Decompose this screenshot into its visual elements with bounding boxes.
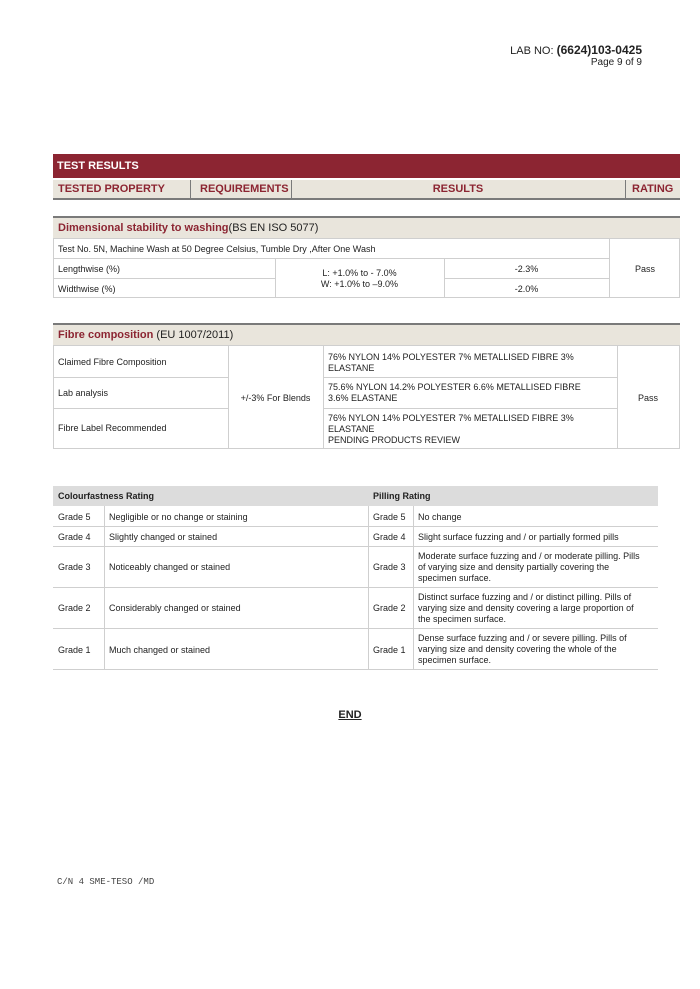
pilling-description xyxy=(418,551,640,584)
colourfastness-rating-title: Colourfastness Rating xyxy=(58,491,155,501)
colour-grade: Grade 3 xyxy=(58,562,91,572)
widthwise-result: -2.0% xyxy=(514,284,539,294)
dimensional-stability-header xyxy=(53,216,680,238)
dimensional-stability-title: Dimensional stability to washing xyxy=(58,222,229,234)
pilling-description-line: specimen surface. xyxy=(418,655,492,665)
pilling-description-line: Moderate surface fuzzing and / or moderate pilling. Pills xyxy=(418,551,640,561)
colour-description: Noticeably changed or stained xyxy=(109,562,231,572)
recommended-result-line: PENDING PRODUCTS REVIEW xyxy=(328,435,461,445)
pilling-description xyxy=(418,633,627,666)
dimensional-requirement xyxy=(275,268,444,290)
column-divider xyxy=(190,180,191,198)
dimensional-test-note: Test No. 5N, Machine Wash at 50 Degree Celsius, Tumble Dry ,After One Wash xyxy=(58,244,376,254)
pilling-grade: Grade 3 xyxy=(373,562,406,572)
fibre-composition-title: Fibre composition xyxy=(58,329,154,341)
dimensional-stability-standard: (BS EN ISO 5077) xyxy=(228,222,319,234)
lengthwise-label: Lengthwise (%) xyxy=(58,264,121,274)
pilling-description-line: the specimen surface. xyxy=(418,614,507,624)
column-results: RESULTS xyxy=(432,183,484,195)
pilling-description: No change xyxy=(418,512,462,522)
pilling-grade: Grade 2 xyxy=(373,603,406,613)
recommended-result-line: 76% NYLON 14% POLYESTER 7% METALLISED FIBRE 3% xyxy=(328,413,574,423)
pilling-description xyxy=(418,592,634,625)
widthwise-label: Widthwise (%) xyxy=(58,284,116,294)
column-rating: RATING xyxy=(632,183,674,195)
fibre-rating: Pass xyxy=(637,393,658,403)
claimed-fibre-result-line: 76% NYLON 14% POLYESTER 7% METALLISED FIBRE 3% xyxy=(328,352,574,362)
pilling-grade: Grade 1 xyxy=(373,645,406,655)
fibre-composition-table xyxy=(53,345,680,449)
fibre-requirement: +/-3% For Blends xyxy=(240,393,311,403)
requirement-widthwise: W: +1.0% to –9.0% xyxy=(320,279,399,289)
page-number: Page 9 of 9 xyxy=(590,57,642,68)
colour-grade: Grade 4 xyxy=(58,532,91,542)
fibre-composition-standard: (EU 1007/2011) xyxy=(156,329,234,341)
pilling-description-line: varying size and density covering the whole of the xyxy=(418,644,617,654)
fibre-composition-header xyxy=(53,323,680,345)
lab-analysis-result xyxy=(328,382,581,404)
pilling-description-line: Dense surface fuzzing and / or severe pilling. Pills of xyxy=(418,633,627,643)
pilling-rating-title: Pilling Rating xyxy=(373,491,431,501)
dimensional-stability-table xyxy=(53,238,680,298)
column-divider xyxy=(625,180,626,198)
end-marker: END xyxy=(338,709,362,721)
pilling-grade: Grade 4 xyxy=(373,532,406,542)
lab-number xyxy=(510,43,642,57)
test-results-title: TEST RESULTS xyxy=(53,154,680,178)
colour-description: Slightly changed or stained xyxy=(109,532,218,542)
fibre-label-recommended-result xyxy=(328,413,574,446)
lab-analysis-result-line: 75.6% NYLON 14.2% POLYESTER 6.6% METALLISED FIBRE xyxy=(328,382,581,392)
colour-description: Much changed or stained xyxy=(109,645,211,655)
pilling-description-line: of varying size and density partially covering the xyxy=(418,562,610,572)
rating-table-header xyxy=(53,486,658,506)
dimensional-rating: Pass xyxy=(634,264,655,274)
fibre-label-recommended-label: Fibre Label Recommended xyxy=(58,423,167,433)
requirement-lengthwise: L: +1.0% to - 7.0% xyxy=(322,268,397,278)
colour-grade: Grade 2 xyxy=(58,603,91,613)
colour-grade: Grade 5 xyxy=(58,512,91,522)
pilling-description-line: Distinct surface fuzzing and / or distinct pilling. Pills of xyxy=(418,592,632,602)
claimed-fibre-result-line: ELASTANE xyxy=(328,363,375,373)
claimed-fibre-label: Claimed Fibre Composition xyxy=(58,357,167,367)
footer-code: C/N 4 SME-TESO /MD xyxy=(57,877,155,887)
colour-grade: Grade 1 xyxy=(58,645,91,655)
pilling-description-line: specimen surface. xyxy=(418,573,492,583)
lab-analysis-label: Lab analysis xyxy=(58,388,109,398)
pilling-grade: Grade 5 xyxy=(373,512,406,522)
pilling-description: Slight surface fuzzing and / or partially formed pills xyxy=(418,532,619,542)
column-tested-property: TESTED PROPERTY xyxy=(58,183,165,195)
claimed-fibre-result xyxy=(328,352,574,374)
recommended-result-line: ELASTANE xyxy=(328,424,375,434)
lab-number-value: (6624)103-0425 xyxy=(556,43,642,57)
colour-description: Considerably changed or stained xyxy=(109,603,241,613)
lab-analysis-result-line: 3.6% ELASTANE xyxy=(328,393,398,403)
rating-table xyxy=(53,506,658,670)
pilling-description-line: varying size and density covering a large proportion of xyxy=(418,603,634,613)
colour-description: Negligible or no change or staining xyxy=(109,512,248,522)
column-header-row xyxy=(53,180,680,200)
column-requirements: REQUIREMENTS xyxy=(200,183,289,195)
lengthwise-result: -2.3% xyxy=(514,264,539,274)
lab-number-label: LAB NO: xyxy=(510,45,554,57)
